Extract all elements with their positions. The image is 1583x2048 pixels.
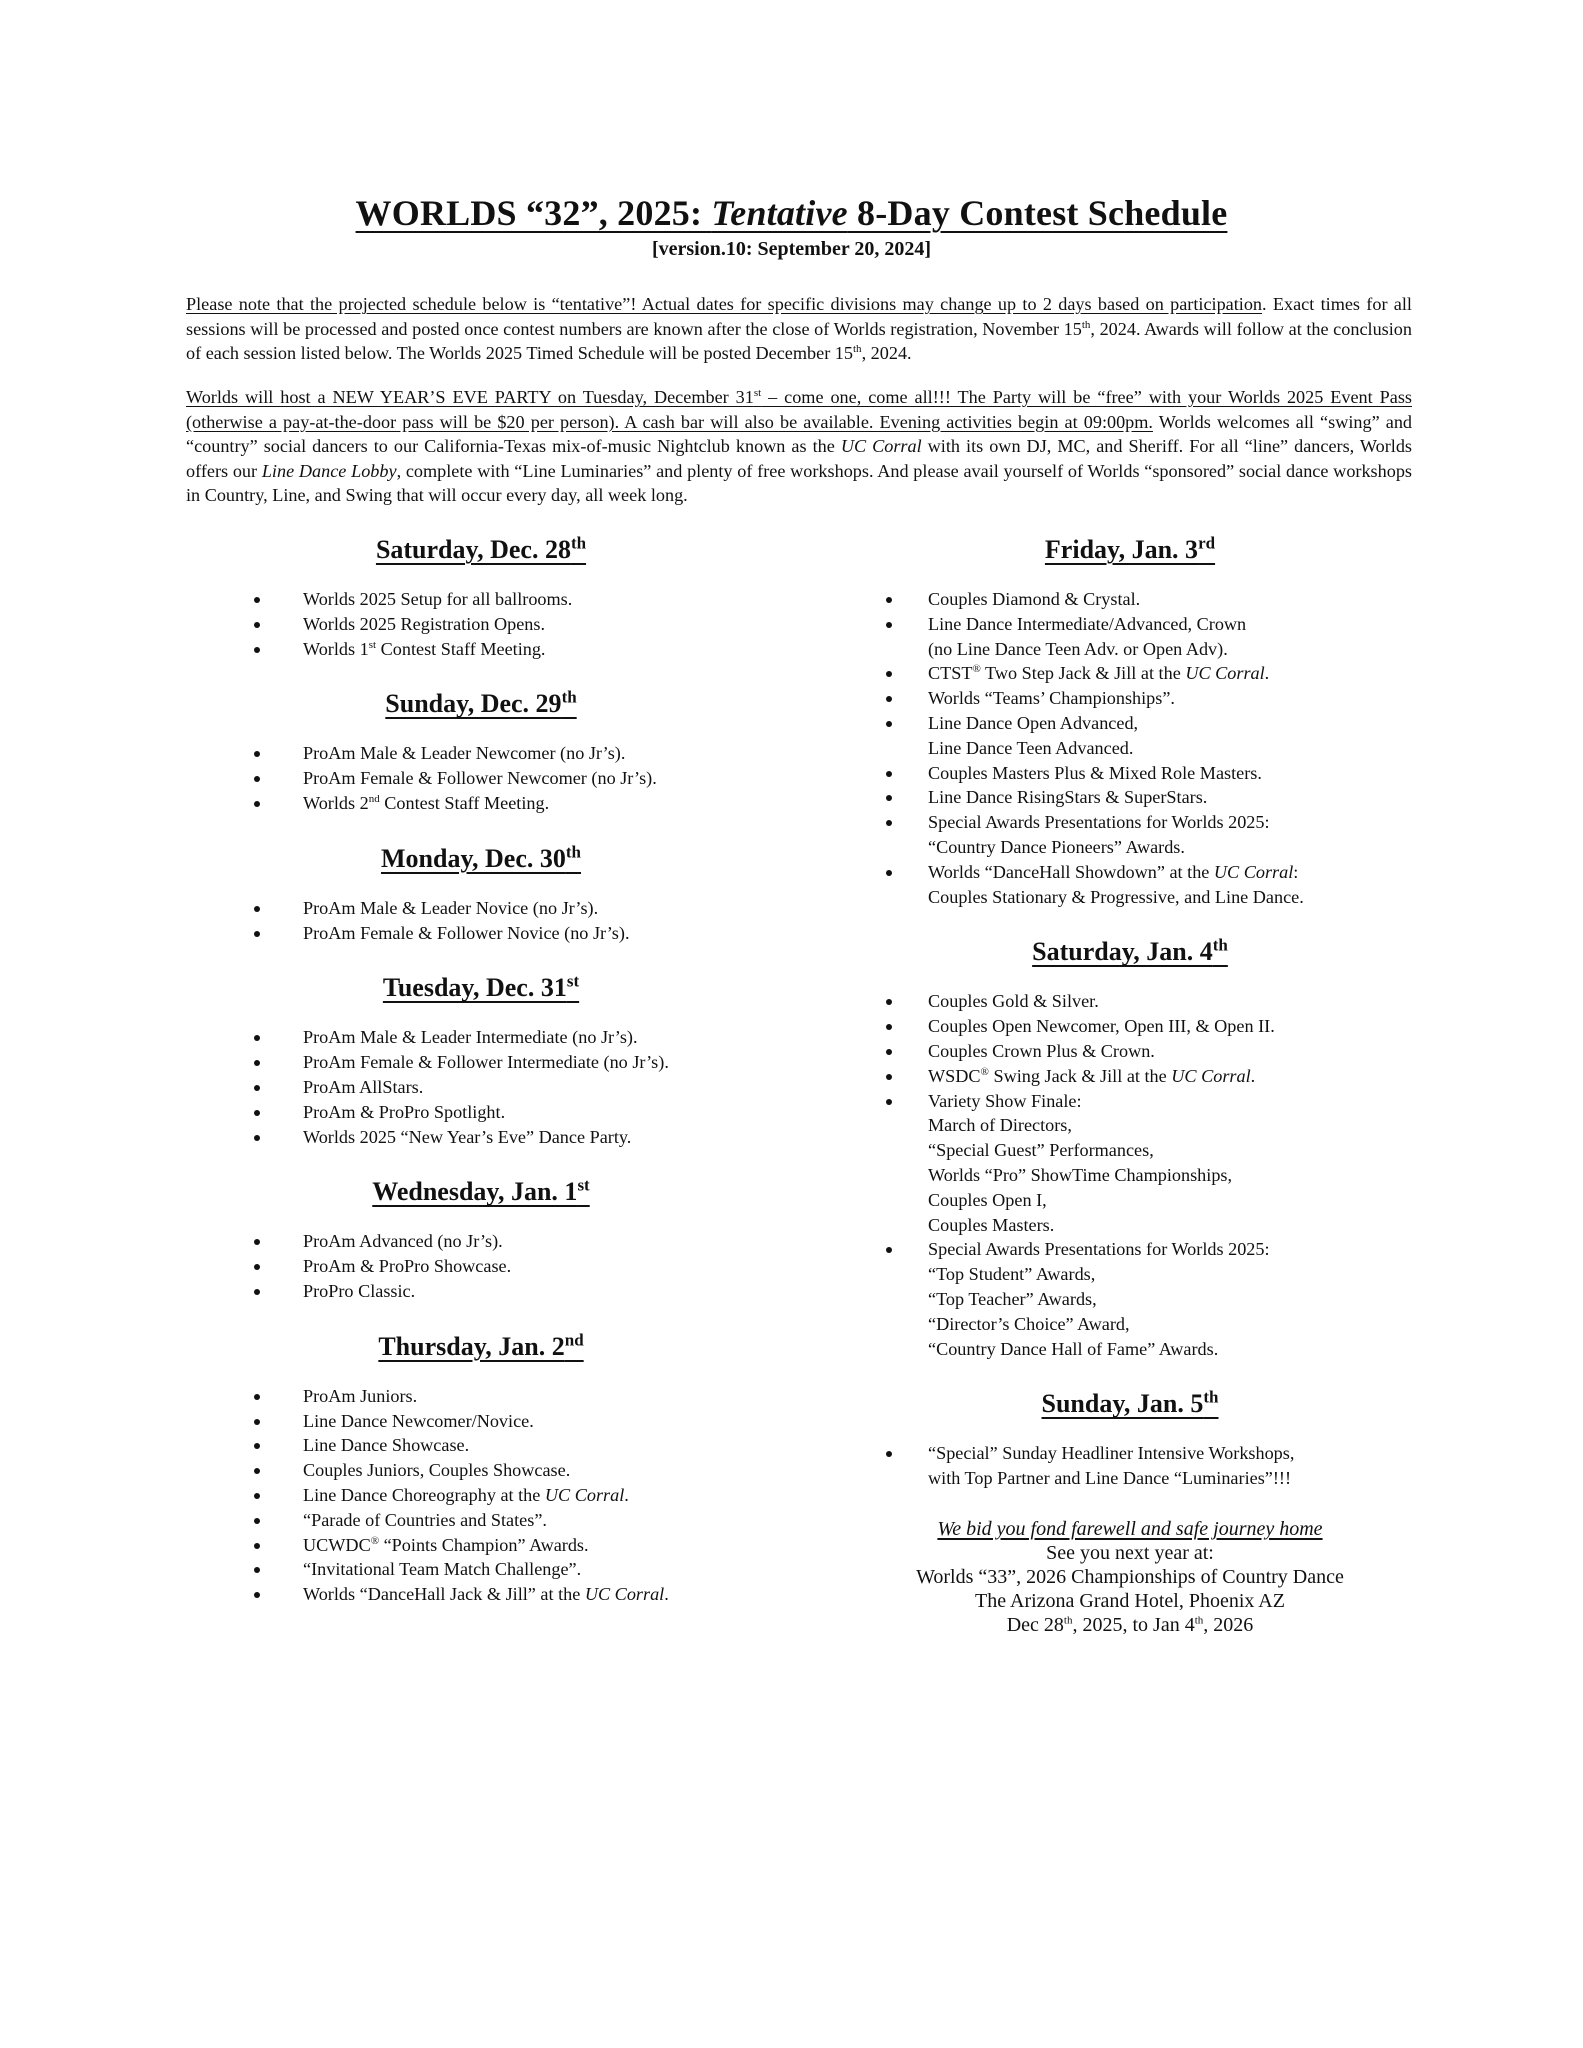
list-item: Special Awards Presentations for Worlds 2025: “Top Student” Awards, “Top Teacher” Awards, “Director’s Choice” Award, “Country Dance Hall of Fame” Awards. xyxy=(840,1237,1420,1361)
bullet-icon xyxy=(886,771,892,777)
bullet-icon xyxy=(254,1110,260,1116)
bullet-icon xyxy=(254,1419,260,1425)
bullet-icon xyxy=(254,1592,260,1598)
list-item: Couples Juniors, Couples Showcase. xyxy=(186,1458,776,1483)
list-item: Line Dance RisingStars & SuperStars. xyxy=(840,785,1420,810)
list-item: ProAm Male & Leader Intermediate (no Jr’s). xyxy=(186,1025,776,1050)
list-item: “Invitational Team Match Challenge”. xyxy=(186,1557,776,1582)
list-item: Worlds “DanceHall Showdown” at the UC Corral: Couples Stationary & Progressive, and Line Dance. xyxy=(840,860,1420,910)
bullet-icon xyxy=(886,1099,892,1105)
day-tuesday-dec-31 xyxy=(186,973,776,1149)
bullet-icon xyxy=(254,1060,260,1066)
day-heading: Tuesday, Dec. 31st xyxy=(382,971,580,1003)
bullet-icon xyxy=(254,1135,260,1141)
day-thursday-jan-2 xyxy=(186,1332,776,1607)
list-item: ProAm Female & Follower Intermediate (no Jr’s). xyxy=(186,1050,776,1075)
bullet-icon xyxy=(886,1074,892,1080)
bullet-icon xyxy=(254,1035,260,1041)
list-item: ProAm & ProPro Spotlight. xyxy=(186,1100,776,1125)
bullet-icon xyxy=(254,1468,260,1474)
day-heading: Wednesday, Jan. 1st xyxy=(372,1175,590,1207)
bullet-icon xyxy=(886,1451,892,1457)
day-items xyxy=(840,587,1420,909)
bullet-icon xyxy=(886,721,892,727)
bullet-icon xyxy=(886,1247,892,1253)
list-item: Worlds 2025 Setup for all ballrooms. xyxy=(186,587,776,612)
bullet-icon xyxy=(886,597,892,603)
day-items xyxy=(186,1025,776,1149)
bullet-icon xyxy=(254,1493,260,1499)
bullet-icon xyxy=(886,671,892,677)
day-heading: Saturday, Dec. 28th xyxy=(375,533,587,564)
list-item: Couples Diamond & Crystal. xyxy=(840,587,1420,612)
bullet-icon xyxy=(254,597,260,603)
bullet-icon xyxy=(886,820,892,826)
bullet-icon xyxy=(254,1443,260,1449)
list-item: “Special” Sunday Headliner Intensive Workshops, with Top Partner and Line Dance “Luminaries”!!! xyxy=(840,1441,1420,1491)
day-heading: Friday, Jan. 3rd xyxy=(1044,533,1216,564)
day-heading: Monday, Dec. 30th xyxy=(380,842,581,873)
intro-paragraph-party: Worlds will host a NEW YEAR’S EVE PARTY on Tuesday, December 31st – come one, come all!!! The Party will be “free” with your Worlds 2025 Event Pass (otherwise a pay-at-the-door pass will be $20 per person). A cash bar will also be available. Evening activities begin at 09:00pm. Worlds welcomes all “swing” and “country” social dancers to our California-Texas mix-of-music Nightclub known as the UC Corral with its own DJ, MC, and Sheriff. For all “line” dancers, Worlds offers our Line Dance Lobby, complete with “Line Luminaries” and plenty of free workshops. And please avail yourself of Worlds “sponsored” social dance workshops in Country, Line, and Swing that will occur every day, all week long. xyxy=(186,386,1413,506)
title-block xyxy=(0,192,1583,261)
list-item: CTST® Two Step Jack & Jill at the UC Corral. xyxy=(840,661,1420,686)
bullet-icon xyxy=(254,751,260,757)
list-item: ProAm Juniors. xyxy=(186,1384,776,1409)
bullet-icon xyxy=(886,696,892,702)
day-monday-dec-30 xyxy=(186,844,776,946)
day-sunday-dec-29 xyxy=(186,689,776,815)
list-item: Worlds “DanceHall Jack & Jill” at the UC Corral. xyxy=(186,1582,776,1607)
farewell-line: See you next year at: xyxy=(1046,1541,1214,1564)
bullet-icon xyxy=(886,999,892,1005)
farewell-line: Worlds “33”, 2026 Championships of Country Dance xyxy=(916,1565,1344,1588)
list-item: Line Dance Showcase. xyxy=(186,1433,776,1458)
list-item: UCWDC® “Points Champion” Awards. xyxy=(186,1533,776,1558)
list-item: Couples Masters Plus & Mixed Role Masters. xyxy=(840,761,1420,786)
day-items xyxy=(840,1441,1420,1491)
intro-paragraph-schedule: Please note that the projected schedule below is “tentative”! Actual dates for specific divisions may change up to 2 days based on participation. Exact times for all sessions will be processed and posted once contest numbers are known after the close of Worlds registration, November 15th, 2024. Awards will follow at the conclusion of each session listed below. The Worlds 2025 Timed Schedule will be posted December 15th, 2024. xyxy=(186,294,1412,364)
farewell-block xyxy=(840,1517,1420,1637)
day-heading: Saturday, Jan. 4th xyxy=(1032,935,1228,967)
right-column xyxy=(840,535,1420,1637)
bullet-icon xyxy=(254,801,260,807)
bullet-icon xyxy=(254,776,260,782)
list-item: ProAm Male & Leader Newcomer (no Jr’s). xyxy=(186,741,776,766)
list-item: Worlds “Teams’ Championships”. xyxy=(840,686,1420,711)
bullet-icon xyxy=(254,1239,260,1245)
bullet-icon xyxy=(254,1567,260,1573)
list-item: Couples Crown Plus & Crown. xyxy=(840,1039,1420,1064)
list-item: ProAm & ProPro Showcase. xyxy=(186,1254,776,1279)
bullet-icon xyxy=(254,1264,260,1270)
day-items xyxy=(186,1384,776,1607)
day-friday-jan-3 xyxy=(840,535,1420,909)
day-saturday-dec-28 xyxy=(186,535,776,661)
bullet-icon xyxy=(886,1049,892,1055)
list-item: Line Dance Open Advanced, Line Dance Teen Advanced. xyxy=(840,711,1420,761)
list-item: Worlds 2025 “New Year’s Eve” Dance Party. xyxy=(186,1125,776,1150)
left-column xyxy=(186,535,776,1607)
list-item: Line Dance Choreography at the UC Corral. xyxy=(186,1483,776,1508)
list-item: ProAm AllStars. xyxy=(186,1075,776,1100)
version-line: [version.10: September 20, 2024] xyxy=(651,238,932,260)
bullet-icon xyxy=(886,870,892,876)
day-saturday-jan-4 xyxy=(840,937,1420,1361)
list-item: Special Awards Presentations for Worlds 2025: “Country Dance Pioneers” Awards. xyxy=(840,810,1420,860)
list-item: ProAm Female & Follower Newcomer (no Jr’s). xyxy=(186,766,776,791)
bullet-icon xyxy=(254,1289,260,1295)
list-item: Line Dance Newcomer/Novice. xyxy=(186,1409,776,1434)
bullet-icon xyxy=(254,622,260,628)
day-heading: Sunday, Jan. 5th xyxy=(1041,1387,1219,1419)
list-item: ProAm Female & Follower Novice (no Jr’s). xyxy=(186,921,776,946)
list-item: “Parade of Countries and States”. xyxy=(186,1508,776,1533)
bullet-icon xyxy=(254,1394,260,1400)
list-item: ProPro Classic. xyxy=(186,1279,776,1304)
bullet-icon xyxy=(254,931,260,937)
list-item: WSDC® Swing Jack & Jill at the UC Corral. xyxy=(840,1064,1420,1089)
bullet-icon xyxy=(254,906,260,912)
bullet-icon xyxy=(254,1518,260,1524)
bullet-icon xyxy=(886,1024,892,1030)
list-item: Couples Open Newcomer, Open III, & Open II. xyxy=(840,1014,1420,1039)
farewell-line: The Arizona Grand Hotel, Phoenix AZ xyxy=(975,1589,1285,1612)
list-item: Worlds 2nd Contest Staff Meeting. xyxy=(186,791,776,816)
bullet-icon xyxy=(254,1543,260,1549)
list-item: ProAm Male & Leader Novice (no Jr’s). xyxy=(186,896,776,921)
list-item: Variety Show Finale: March of Directors, “Special Guest” Performances, Worlds “Pro” ShowTime Championships, Couples Open I, Couples Masters. xyxy=(840,1089,1420,1238)
day-items xyxy=(186,896,776,946)
list-item: Line Dance Intermediate/Advanced, Crown (no Line Dance Teen Adv. or Open Adv). xyxy=(840,612,1420,662)
list-item: Worlds 2025 Registration Opens. xyxy=(186,612,776,637)
bullet-icon xyxy=(886,795,892,801)
day-items xyxy=(186,587,776,661)
day-items xyxy=(186,1229,776,1303)
page-title: WORLDS “32”, 2025: Tentative 8-Day Contest Schedule xyxy=(355,193,1228,233)
bullet-icon xyxy=(254,1085,260,1091)
bullet-icon xyxy=(886,622,892,628)
day-heading: Thursday, Jan. 2nd xyxy=(378,1330,584,1361)
farewell-dates: Dec 28th, 2025, to Jan 4th, 2026 xyxy=(1006,1613,1254,1636)
farewell-title: We bid you fond farewell and safe journey home xyxy=(937,1517,1323,1540)
day-sunday-jan-5 xyxy=(840,1389,1420,1491)
bullet-icon xyxy=(254,647,260,653)
day-wednesday-jan-1 xyxy=(186,1177,776,1303)
day-items xyxy=(186,741,776,815)
list-item: Couples Gold & Silver. xyxy=(840,989,1420,1014)
list-item: Worlds 1st Contest Staff Meeting. xyxy=(186,637,776,662)
day-heading: Sunday, Dec. 29th xyxy=(385,687,577,719)
day-items xyxy=(840,989,1420,1361)
list-item: ProAm Advanced (no Jr’s). xyxy=(186,1229,776,1254)
